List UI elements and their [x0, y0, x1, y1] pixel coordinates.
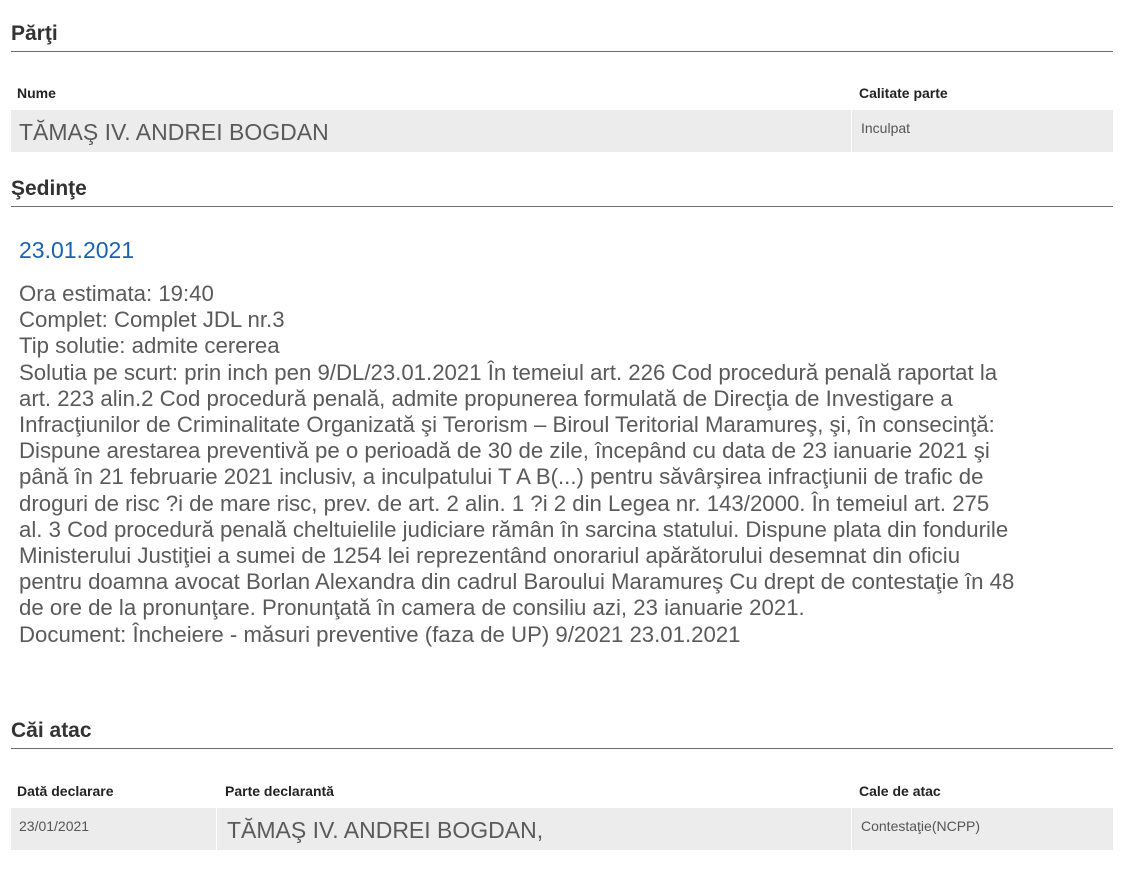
cell-divider — [851, 110, 852, 152]
session-summary-line: Ministerului Justiţiei a sumei de 1254 lei reprezentând onorariul apărătorului desemnat din oficiu — [19, 543, 961, 569]
session-summary-line: Infracţiunilor de Criminalitate Organizată şi Terorism – Biroul Teritorial Maramureş, şi, în consecinţă: — [19, 412, 995, 438]
session-date-link[interactable]: 23.01.2021 — [19, 237, 135, 263]
appeal-type: Contestaţie(NCPP) — [861, 818, 981, 834]
session-time: Ora estimata: 19:40 — [19, 281, 214, 306]
session-summary-line: droguri de risc ?i de mare risc, prev. de art. 2 alin. 1 ?i 2 din Legea nr. 143/2000. În temeiul art. 275 — [19, 490, 990, 516]
party-name: TĂMAŞ IV. ANDREI BOGDAN — [19, 119, 329, 145]
session-panel: Complet: Complet JDL nr.3 — [19, 307, 285, 333]
cell-divider — [216, 808, 217, 850]
sedinte-section-title: Şedinţe — [11, 177, 1113, 207]
parti-section-title: Părţi — [11, 22, 1113, 52]
session-summary-line: art. 223 alin.2 Cod procedură penală, admite propunerea formulată de Direcţia de Investigare a — [19, 385, 953, 411]
column-header-calitate: Calitate parte — [859, 85, 948, 101]
session-document: Document: Încheiere - măsuri preventive (faza de UP) 9/2021 23.01.2021 — [19, 621, 741, 647]
session-solution-type: Tip solutie: admite cererea — [19, 333, 280, 359]
session-summary-line: până în 21 februarie 2021 inclusiv, a inculpatului T A B(...) pentru săvârşirea infracţiunii de trafic de — [19, 464, 984, 490]
session-summary-line: pentru doamna avocat Borlan Alexandra din cadrul Baroului Maramureş Cu drept de contestaţie în 48 — [19, 569, 1015, 595]
session-details — [19, 281, 1109, 648]
table-row-party — [11, 110, 1113, 152]
session-summary-line: de ore de la pronunţare. Pronunţată în camera de consiliu azi, 23 ianuarie 2021. — [19, 595, 805, 621]
column-header-data-declarare: Dată declarare — [17, 783, 114, 799]
cai-atac-section-title: Căi atac — [11, 719, 1113, 749]
cell-divider — [851, 808, 852, 850]
session-summary-line: al. 3 Cod procedură penală cheltuielile judiciare rămân în sarcina statului. Dispune plata din fondurile — [19, 516, 1009, 542]
party-role: Inculpat — [861, 120, 911, 136]
column-header-cale-atac: Cale de atac — [859, 783, 941, 799]
column-header-nume: Nume — [17, 85, 56, 101]
session-summary-line: Dispune arestarea preventivă pe o perioadă de 30 de zile, începând cu data de 23 ianuarie 2021 şi — [19, 438, 990, 464]
table-row-appeal — [11, 808, 1113, 850]
appeal-date: 23/01/2021 — [19, 818, 90, 834]
appeal-party: TĂMAŞ IV. ANDREI BOGDAN, — [227, 817, 544, 843]
session-summary-line: Solutia pe scurt: prin inch pen 9/DL/23.01.2021 În temeiul art. 226 Cod procedură penală raportat la — [19, 359, 998, 385]
column-header-parte-declaranta: Parte declarantă — [225, 783, 334, 799]
